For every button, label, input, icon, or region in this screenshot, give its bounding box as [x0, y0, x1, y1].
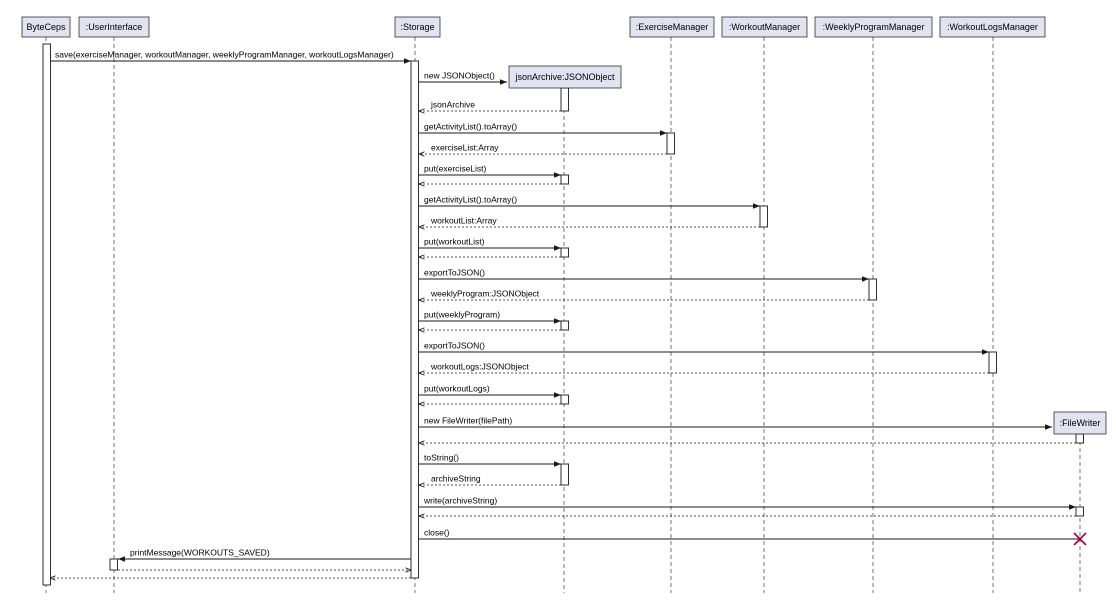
activation-byteceps: [43, 44, 51, 585]
message-put-wk: [419, 237, 561, 249]
message-label: exerciseList:Array: [431, 142, 499, 153]
activation-json: [561, 395, 569, 404]
message-new-fw: [419, 416, 1052, 428]
message-ret-wk: [419, 216, 760, 228]
message-label: close(): [424, 527, 450, 538]
participant-label: ByteCeps: [26, 22, 66, 33]
message-label: getActivityList().toArray(): [424, 194, 518, 205]
message-print: [118, 548, 411, 560]
message-get-wk: [419, 195, 760, 207]
participant-label: :WorkoutManager: [728, 22, 801, 33]
message-label: exportToJSON(): [424, 267, 485, 278]
message-label: printMessage(WORKOUTS_SAVED): [130, 547, 270, 558]
participant-label: :UserInterface: [85, 22, 143, 33]
message-label: weeklyProgram:JSONObject: [431, 288, 540, 299]
message-put-ex: [419, 164, 561, 176]
message-write: [419, 496, 1076, 508]
participant-label: :WorkoutLogsManager: [947, 22, 1038, 33]
message-label: getActivityList().toArray(): [424, 121, 518, 132]
activation-json: [561, 88, 569, 111]
created-object-label: jsonArchive:JSONObject: [515, 72, 615, 83]
activation-exercise: [667, 133, 675, 154]
activation-json: [561, 248, 569, 257]
activation-fw: [1076, 434, 1084, 443]
message-label: write(archiveString): [424, 495, 498, 506]
activation-weekly: [869, 279, 877, 300]
message-ret-tostring: [419, 474, 561, 486]
message-exp-logs: [419, 341, 989, 353]
message-label: put(workoutList): [424, 236, 485, 247]
created-object-fw[interactable]: [1054, 412, 1106, 434]
message-ret-ex: [419, 143, 667, 155]
message-save: [50, 50, 411, 62]
activation-json: [561, 464, 569, 485]
activation-fw: [1076, 507, 1084, 516]
message-exp-weekly: [419, 268, 869, 280]
message-get-ex: [419, 122, 667, 134]
participant-ui[interactable]: [79, 17, 149, 37]
activation-json: [561, 175, 569, 184]
participant-logs[interactable]: [940, 17, 1045, 37]
message-label: new JSONObject(): [424, 70, 495, 81]
message-label: put(weeklyProgram): [424, 309, 501, 320]
message-label: new FileWriter(filePath): [424, 415, 513, 426]
message-label: workoutLogs:JSONObject: [431, 361, 529, 372]
message-put-logs: [419, 384, 561, 396]
activation-logs: [989, 352, 997, 373]
message-label: exportToJSON(): [424, 340, 485, 351]
participant-label: :Storage: [400, 22, 435, 33]
participant-weekly[interactable]: [815, 17, 932, 37]
created-object-label: :FileWriter: [1059, 418, 1101, 429]
message-ret-weekly: [419, 289, 869, 301]
message-label: toString(): [424, 452, 459, 463]
message-label: put(workoutLogs): [424, 383, 490, 394]
message-tostring: [419, 453, 561, 465]
participant-byteceps[interactable]: [22, 17, 70, 37]
message-close: [419, 528, 1086, 546]
participant-label: :WeeklyProgramManager: [822, 22, 925, 33]
participant-exercise[interactable]: [630, 17, 714, 37]
message-label: put(exerciseList): [424, 163, 487, 174]
message-ret-json: [419, 100, 561, 112]
participant-storage[interactable]: [395, 17, 440, 37]
activation-workout: [760, 206, 768, 227]
created-object-json[interactable]: [509, 66, 621, 88]
activation-ui: [110, 559, 118, 570]
participant-workout[interactable]: [722, 17, 807, 37]
message-label: archiveString: [431, 473, 481, 484]
activation-json: [561, 321, 569, 330]
message-new-json: [419, 71, 507, 83]
activation-storage: [411, 61, 419, 578]
participant-label: :ExerciseManager: [635, 22, 709, 33]
message-label: jsonArchive: [431, 99, 475, 110]
message-ret-logs: [419, 362, 989, 374]
message-label: workoutList:Array: [431, 215, 497, 226]
message-label: save(exerciseManager, workoutManager, weeklyProgramManager, workoutLogsManager): [55, 49, 394, 60]
message-put-weekly: [419, 310, 561, 322]
